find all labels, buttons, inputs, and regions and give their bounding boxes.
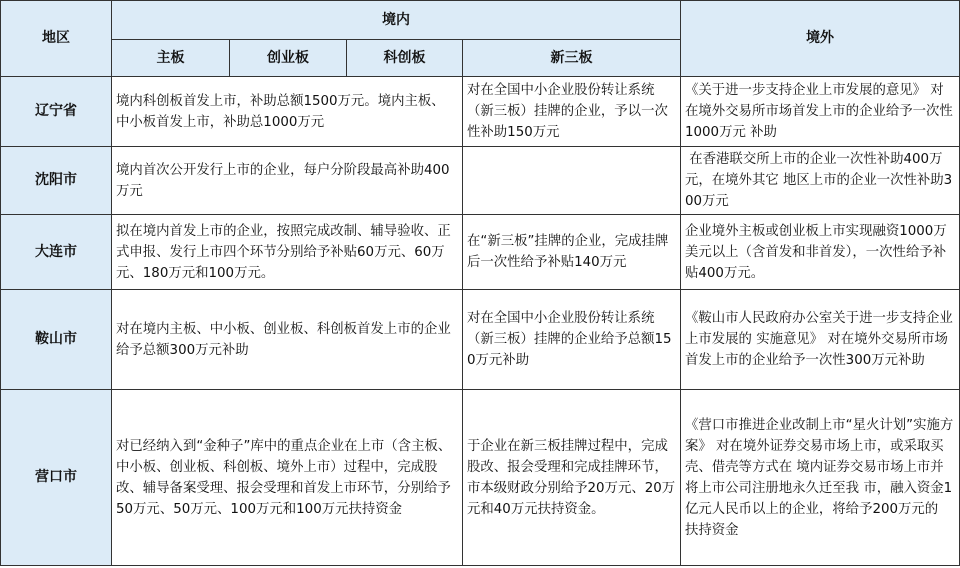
header-region: 地区 (1, 1, 112, 77)
overseas-cell: 《鞍山市人民政府办公室关于进一步支持企业上市发展的 实施意见》 对在境外交易所市场首发上市的企业给予一次性300万元补助 (681, 290, 960, 390)
neeq-cell: 于企业在新三板挂牌过程中，完成股改、报会受理和完成挂牌环节，市本级财政分别给予20万元、20万元和40万元扶持资金。 (463, 390, 681, 566)
neeq-cell: 在“新三板”挂牌的企业，完成挂牌后一次性给予补贴140万元 (463, 215, 681, 290)
region-cell: 营口市 (1, 390, 112, 566)
header-main-board: 主板 (112, 40, 230, 77)
header-star-market: 科创板 (347, 40, 463, 77)
table-row (1, 215, 960, 290)
header-chinext: 创业板 (230, 40, 347, 77)
header-domestic: 境内 (112, 1, 681, 40)
table-row (1, 390, 960, 566)
region-cell: 鞍山市 (1, 290, 112, 390)
region-cell: 辽宁省 (1, 77, 112, 147)
overseas-cell: 企业境外主板或创业板上市实现融资1000万美元以上（含首发和非首发），一次性给予补贴400万元。 (681, 215, 960, 290)
table-row (1, 77, 960, 147)
domestic-cell: 境内科创板首发上市，补助总额1500万元。境内主板、中小板首发上市，补助总1000万元 (112, 77, 463, 147)
overseas-cell: 《营口市推进企业改制上市“星火计划”实施方案》 对在境外证券交易市场上市，或采取买壳、借壳等方式在 境内证券交易市场上市并将上市公司注册地永久迁至我 市，融入资金1亿元人民币以上的企业，将给予200万元的 扶持资金 (681, 390, 960, 566)
table-row (1, 290, 960, 390)
header-row-1 (1, 1, 960, 40)
domestic-cell: 对已经纳入到“金种子”库中的重点企业在上市（含主板、中小板、创业板、科创板、境外上市）过程中，完成股改、辅导备案受理、报会受理和首发上市环节，分别给予50万元、50万元、100万元和100万元扶持资金 (112, 390, 463, 566)
neeq-cell (463, 147, 681, 215)
domestic-cell: 拟在境内首发上市的企业，按照完成改制、辅导验收、正式申报、发行上市四个环节分别给予补贴60万元、60万元、180万元和100万元。 (112, 215, 463, 290)
overseas-cell: 在香港联交所上市的企业一次性补助400万元，在境外其它 地区上市的企业一次性补助300万元 (681, 147, 960, 215)
neeq-cell: 对在全国中小企业股份转让系统（新三板）挂牌的企业，予以一次性补助150万元 (463, 77, 681, 147)
header-overseas: 境外 (681, 1, 960, 77)
header-neeq: 新三板 (463, 40, 681, 77)
region-cell: 大连市 (1, 215, 112, 290)
table-row (1, 147, 960, 215)
region-cell: 沈阳市 (1, 147, 112, 215)
domestic-cell: 对在境内主板、中小板、创业板、科创板首发上市的企业给予总额300万元补助 (112, 290, 463, 390)
domestic-cell: 境内首次公开发行上市的企业，每户分阶段最高补助400万元 (112, 147, 463, 215)
neeq-cell: 对在全国中小企业股份转让系统（新三板）挂牌的企业给予总额150万元补助 (463, 290, 681, 390)
overseas-cell: 《关于进一步支持企业上市发展的意见》 对在境外交易所市场首发上市的企业给予一次性1000万元 补助 (681, 77, 960, 147)
